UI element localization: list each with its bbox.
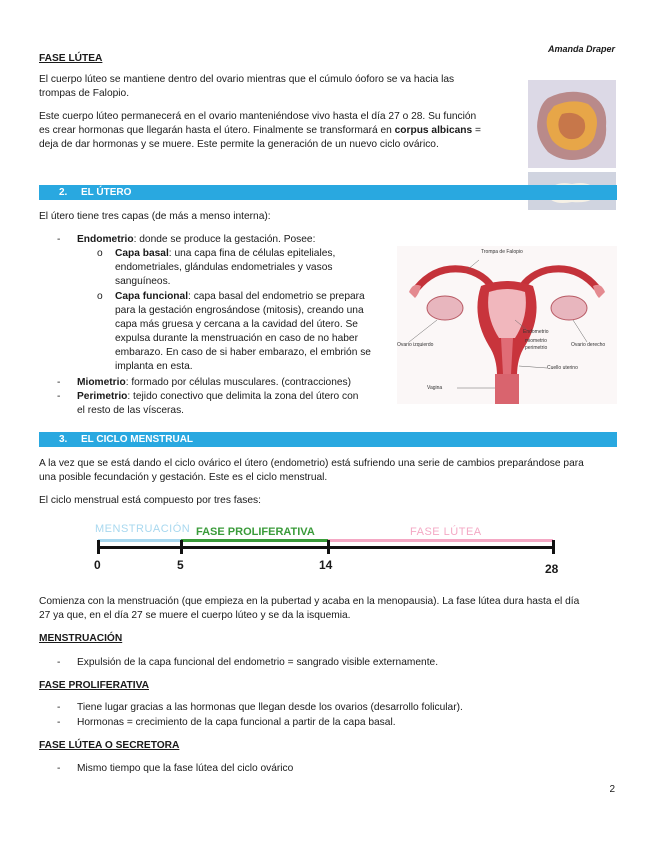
diagram-label-tube: Trompa de Falopio — [481, 249, 523, 255]
tick-label-14: 14 — [319, 558, 333, 572]
text-line: Este cuerpo lúteo permanecerá en el ovario manteniéndose vivo hasta el día 27 o 28. Su función — [39, 111, 477, 122]
item-menstruacion-1: Expulsión de la capa funcional del endometrio = sangrado visible externamente. — [77, 657, 439, 668]
section-number: 2. — [59, 187, 68, 198]
text-line: A la vez que se está dando el ciclo ovárico el útero (endometrio) está sufriendo una serie de cambios preparándose para — [39, 458, 584, 469]
phase-label-menstruacion: MENSTRUACIÓN — [95, 523, 191, 535]
section-number: 3. — [59, 434, 68, 445]
diagram-label-vagina: Vagina — [427, 385, 443, 391]
bullet-dash: - — [57, 717, 61, 728]
text-line: implanta en esta. — [115, 361, 193, 372]
section-title: EL CICLO MENSTRUAL — [81, 434, 194, 445]
text-line: Comienza con la menstruación (que empieza en la pubertad y acaba en la menopausia). La fase lútea dura hasta el día — [39, 596, 580, 607]
text-line: expulsa durante la menstruación en caso de no haber — [115, 333, 358, 344]
text-line: endometriales, glándulas endometriales y vasos — [115, 262, 333, 273]
text-span: es crear hormonas que llegarán hasta el útero. Finalmente se transformará en — [39, 125, 395, 136]
tick-label-28: 28 — [545, 562, 559, 576]
text-span: : tejido conectivo que delimita la zona del útero con — [127, 391, 359, 402]
diagram-label-miometrio: miometrio — [525, 338, 547, 344]
phase-label-lutea: FASE LÚTEA — [410, 526, 482, 538]
phase-bar-menstruacion — [98, 539, 181, 542]
text-line — [39, 124, 509, 138]
term-capa-funcional: Capa funcional — [115, 291, 189, 302]
text-line: una posible fecundación y gestación. Este es el ciclo menstrual. — [39, 472, 328, 483]
term-endometrio: Endometrio — [77, 234, 134, 245]
section-bar-utero — [39, 185, 617, 200]
text-line: trompas de Falopio. — [39, 88, 130, 99]
term-capa-basal: Capa basal — [115, 248, 169, 259]
bullet-dash: - — [57, 391, 61, 402]
text-span: : formado por células musculares. (contracciones) — [125, 377, 352, 388]
text-line: capa más gruesa y cercana a la cavidad del útero. Se — [115, 319, 358, 330]
tick-label-0: 0 — [94, 558, 101, 572]
text-line: el resto de las vísceras. — [77, 405, 185, 416]
tick-mark — [180, 540, 183, 554]
term-perimetrio: Perimetrio — [77, 391, 128, 402]
text-line: 27 ya que, en el día 27 se muere el cuerpo lúteo y se da la isquemia. — [39, 610, 351, 621]
paragraph-ciclo-intro — [39, 457, 624, 485]
tick-mark — [327, 540, 330, 554]
paragraph-ciclo-duracion — [39, 595, 624, 623]
item-perimetrio — [77, 390, 387, 418]
bullet-dash: - — [57, 763, 61, 774]
diagram-label-right-ovary: Ovario derecho — [571, 342, 606, 348]
bullet-dash: - — [57, 234, 61, 245]
item-miometrio — [77, 376, 351, 390]
tick-mark — [552, 540, 555, 554]
phase-label-proliferativa: FASE PROLIFERATIVA — [196, 526, 315, 538]
diagram-label-perimetrio: perimetrio — [525, 345, 548, 351]
paragraph-corpus-luteum — [39, 73, 509, 101]
menstrual-cycle-timeline — [90, 518, 570, 578]
diagram-label-cuello: Cuello uterino — [547, 365, 578, 371]
paragraph-utero-intro: El útero tiene tres capas (de más a menso interna): — [39, 211, 271, 222]
text-span: = — [472, 125, 481, 136]
bullet-dash: - — [57, 702, 61, 713]
text-line — [115, 247, 375, 261]
phase-bar-proliferativa — [181, 539, 328, 542]
item-proliferativa-1: Tiene lugar gracias a las hormonas que llegan desde los ovarios (desarrollo folicular). — [77, 702, 463, 713]
heading-fase-lutea: FASE LÚTEA — [39, 53, 103, 64]
text-line — [115, 290, 395, 304]
item-proliferativa-2: Hormonas = crecimiento de la capa funcional a partir de la capa basal. — [77, 717, 396, 728]
section-title: EL ÚTERO — [81, 187, 132, 198]
text-line: sanguíneos. — [115, 276, 171, 287]
bullet-dash: - — [57, 377, 61, 388]
tick-mark — [97, 540, 100, 554]
heading-fase-secretora: FASE LÚTEA O SECRETORA — [39, 740, 180, 751]
text-span: : donde se produce la gestación. Posee: — [133, 234, 316, 245]
diagram-label-left-ovary: Ovario izquierdo — [397, 342, 434, 348]
heading-fase-proliferativa: FASE PROLIFERATIVA — [39, 680, 149, 691]
text-line: para la gestación engrosándose (mitosis), creando una — [115, 305, 364, 316]
page-number: 2 — [609, 784, 615, 795]
text-line: embarazo. En caso de si haber embarazo, el embrión se — [115, 347, 371, 358]
text-line: El cuerpo lúteo se mantiene dentro del ovario mientras que el cúmulo óoforo se va hacia las — [39, 74, 455, 85]
bullet-circle: o — [97, 291, 103, 302]
phase-bar-lutea — [328, 539, 553, 542]
paragraph-tres-fases: El ciclo menstrual está compuesto por tres fases: — [39, 495, 261, 506]
item-endometrio — [77, 233, 315, 247]
bullet-circle: o — [97, 248, 103, 259]
section-bar-ciclo-menstrual — [39, 432, 617, 447]
text-span: : una capa fina de células epiteliales, — [168, 248, 336, 259]
item-secretora-1: Mismo tiempo que la fase lútea del ciclo ovárico — [77, 763, 294, 774]
corpus-luteum-image — [528, 80, 616, 168]
text-span: : capa basal del endometrio se prepara — [188, 291, 365, 302]
paragraph-corpus-function — [39, 110, 509, 152]
item-capa-funcional — [115, 290, 395, 374]
timeline-axis — [98, 546, 554, 549]
text-line: deja de dar hormonas y se muere. Este permite la generación de un nuevo ciclo ovárico. — [39, 139, 439, 150]
diagram-label-endometrio: Endometrio — [523, 329, 549, 335]
text-line — [77, 390, 387, 404]
item-capa-basal — [115, 247, 375, 289]
heading-menstruacion: MENSTRUACIÓN — [39, 633, 123, 644]
uterus-diagram — [397, 246, 617, 404]
term-miometrio: Miometrio — [77, 377, 126, 388]
tick-label-5: 5 — [177, 558, 184, 572]
bold-term-corpus-albicans: corpus albicans — [394, 125, 473, 136]
bullet-dash: - — [57, 657, 61, 668]
author-name: Amanda Draper — [547, 44, 615, 54]
